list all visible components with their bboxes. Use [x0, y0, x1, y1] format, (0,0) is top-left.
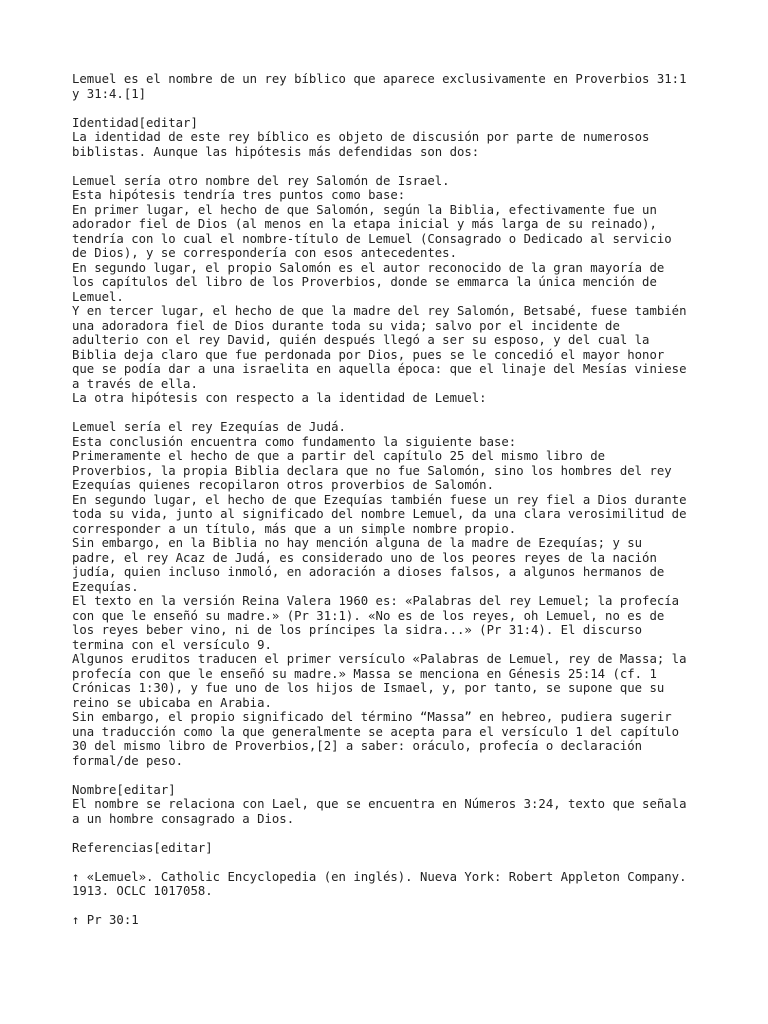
blank-line [72, 159, 712, 174]
text-line: biblistas. Aunque las hipótesis más defendidas son dos: [72, 144, 480, 159]
text-line: reino se ubicaba en Arabia. [72, 695, 272, 710]
blank-line [72, 406, 712, 421]
text-line: con que le enseñó su madre.» (Pr 31:1). «No es de los reyes, oh Lemuel, no es de [72, 608, 665, 623]
text-line: Algunos eruditos traducen el primer versículo «Palabras de Lemuel, rey de Massa; la [72, 652, 687, 666]
text-line: a través de ella. [72, 376, 198, 391]
text-line: profecía con que le enseñó su madre.» Massa se menciona en Génesis 25:14 (cf. 1 [72, 666, 657, 681]
text-line: Y en tercer lugar, el hecho de que la madre del rey Salomón, Betsabé, fuese también [72, 304, 687, 318]
blank-line [72, 768, 712, 783]
text-line: adulterio con el rey David, quién después llegó a ser su esposo, y del cual la [72, 333, 650, 347]
text-line: Identidad[editar] [72, 115, 198, 130]
text-line: Crónicas 1:30), y fue uno de los hijos de Ismael, y, por tanto, se supone que su [72, 681, 665, 695]
text-line: de Dios), y se correspondería con esos antecedentes. [72, 246, 457, 260]
text-line: formal/de peso. [72, 753, 184, 768]
blank-line [72, 855, 712, 870]
text-line: Primeramente el hecho de que a partir del capítulo 25 del mismo libro de [72, 449, 606, 463]
text-line: En primer lugar, el hecho de que Salomón, según la Biblia, efectivamente fue un [72, 202, 657, 217]
text-line: Sin embargo, el propio significado del término “Massa” en hebreo, pudiera sugerir [72, 710, 672, 724]
text-line: Lemuel sería otro nombre del rey Salomón de Israel. [72, 173, 450, 188]
text-line: ↑ «Lemuel». Catholic Encyclopedia (en inglés). Nueva York: Robert Appleton Company. [72, 869, 687, 884]
text-line: corresponder a un título, más que a un simple nombre propio. [72, 521, 517, 536]
text-line: Ezequías. [72, 579, 139, 594]
blank-line [72, 826, 712, 841]
text-line: En segundo lugar, el propio Salomón es el autor reconocido de la gran mayoría de [72, 260, 665, 275]
text-line: que se podía dar a una israelita en aquella época: que el linaje del Mesías viniese [72, 362, 687, 376]
text-line: una adoradora fiel de Dios durante toda su vida; salvo por el incidente de [72, 318, 620, 333]
text-line: adorador fiel de Dios (al menos en la etapa inicial y más larga de su reinado), [72, 217, 657, 231]
text-line: Nombre[editar] [72, 782, 176, 797]
blank-line [72, 101, 712, 116]
text-line: 1913. OCLC 1017058. [72, 884, 213, 898]
text-line: El texto en la versión Reina Valera 1960 es: «Palabras del rey Lemuel; la profecía [72, 594, 680, 608]
text-line: y 31:4.[1] [72, 86, 147, 101]
text-line: Biblia deja claro que fue perdonada por Dios, pues se le concedió el mayor honor [72, 347, 665, 362]
text-line: Ezequías quienes recopilaron otros proverbios de Salomón. [72, 478, 494, 492]
text-line: judía, quien incluso inmoló, en adoración a dioses falsos, a algunos hermanos de [72, 565, 665, 579]
blank-line [72, 899, 712, 914]
text-line: Referencias[editar] [72, 840, 213, 855]
text-line: ↑ Pr 30:1 [72, 913, 139, 927]
text-line: El nombre se relaciona con Lael, que se encuentra en Números 3:24, texto que señala [72, 797, 687, 811]
text-line: Esta conclusión encuentra como fundamento la siguiente base: [72, 434, 517, 449]
text-line: Proverbios, la propia Biblia declara que no fue Salomón, sino los hombres del rey [72, 463, 672, 478]
text-line: Lemuel. [72, 289, 124, 304]
text-line: una traducción como la que generalmente se acepta para el versículo 1 del capítulo [72, 724, 680, 739]
text-line: La identidad de este rey bíblico es objeto de discusión por parte de numerosos [72, 130, 650, 144]
text-line: padre, el rey Acaz de Judá, es considerado uno de los peores reyes de la nación [72, 550, 657, 565]
text-line: Lemuel es el nombre de un rey bíblico que aparece exclusivamente en Proverbios 31:1 [72, 72, 687, 86]
text-line: La otra hipótesis con respecto a la identidad de Lemuel: [72, 391, 487, 405]
text-line: tendría con lo cual el nombre-título de Lemuel (Consagrado o Dedicado al servicio [72, 231, 672, 246]
text-line: los capítulos del libro de los Proverbios, donde se emmarca la única mención de [72, 275, 657, 289]
text-line: En segundo lugar, el hecho de que Ezequías también fuese un rey fiel a Dios durante [72, 492, 687, 507]
text-line: Lemuel sería el rey Ezequías de Judá. [72, 420, 346, 434]
document-page [72, 72, 712, 928]
text-line: 30 del mismo libro de Proverbios,[2] a saber: oráculo, profecía o declaración [72, 739, 643, 753]
text-line: los reyes beber vino, ni de los príncipes la sidra...» (Pr 31:4). El discurso [72, 623, 643, 637]
text-line: toda su vida, junto al significado del nombre Lemuel, da una clara verosimilitud de [72, 507, 687, 521]
text-line: Sin embargo, en la Biblia no hay mención alguna de la madre de Ezequías; y su [72, 536, 643, 550]
text-line: Esta hipótesis tendría tres puntos como base: [72, 188, 406, 202]
text-line: a un hombre consagrado a Dios. [72, 811, 295, 826]
text-line: termina con el versículo 9. [72, 637, 272, 652]
